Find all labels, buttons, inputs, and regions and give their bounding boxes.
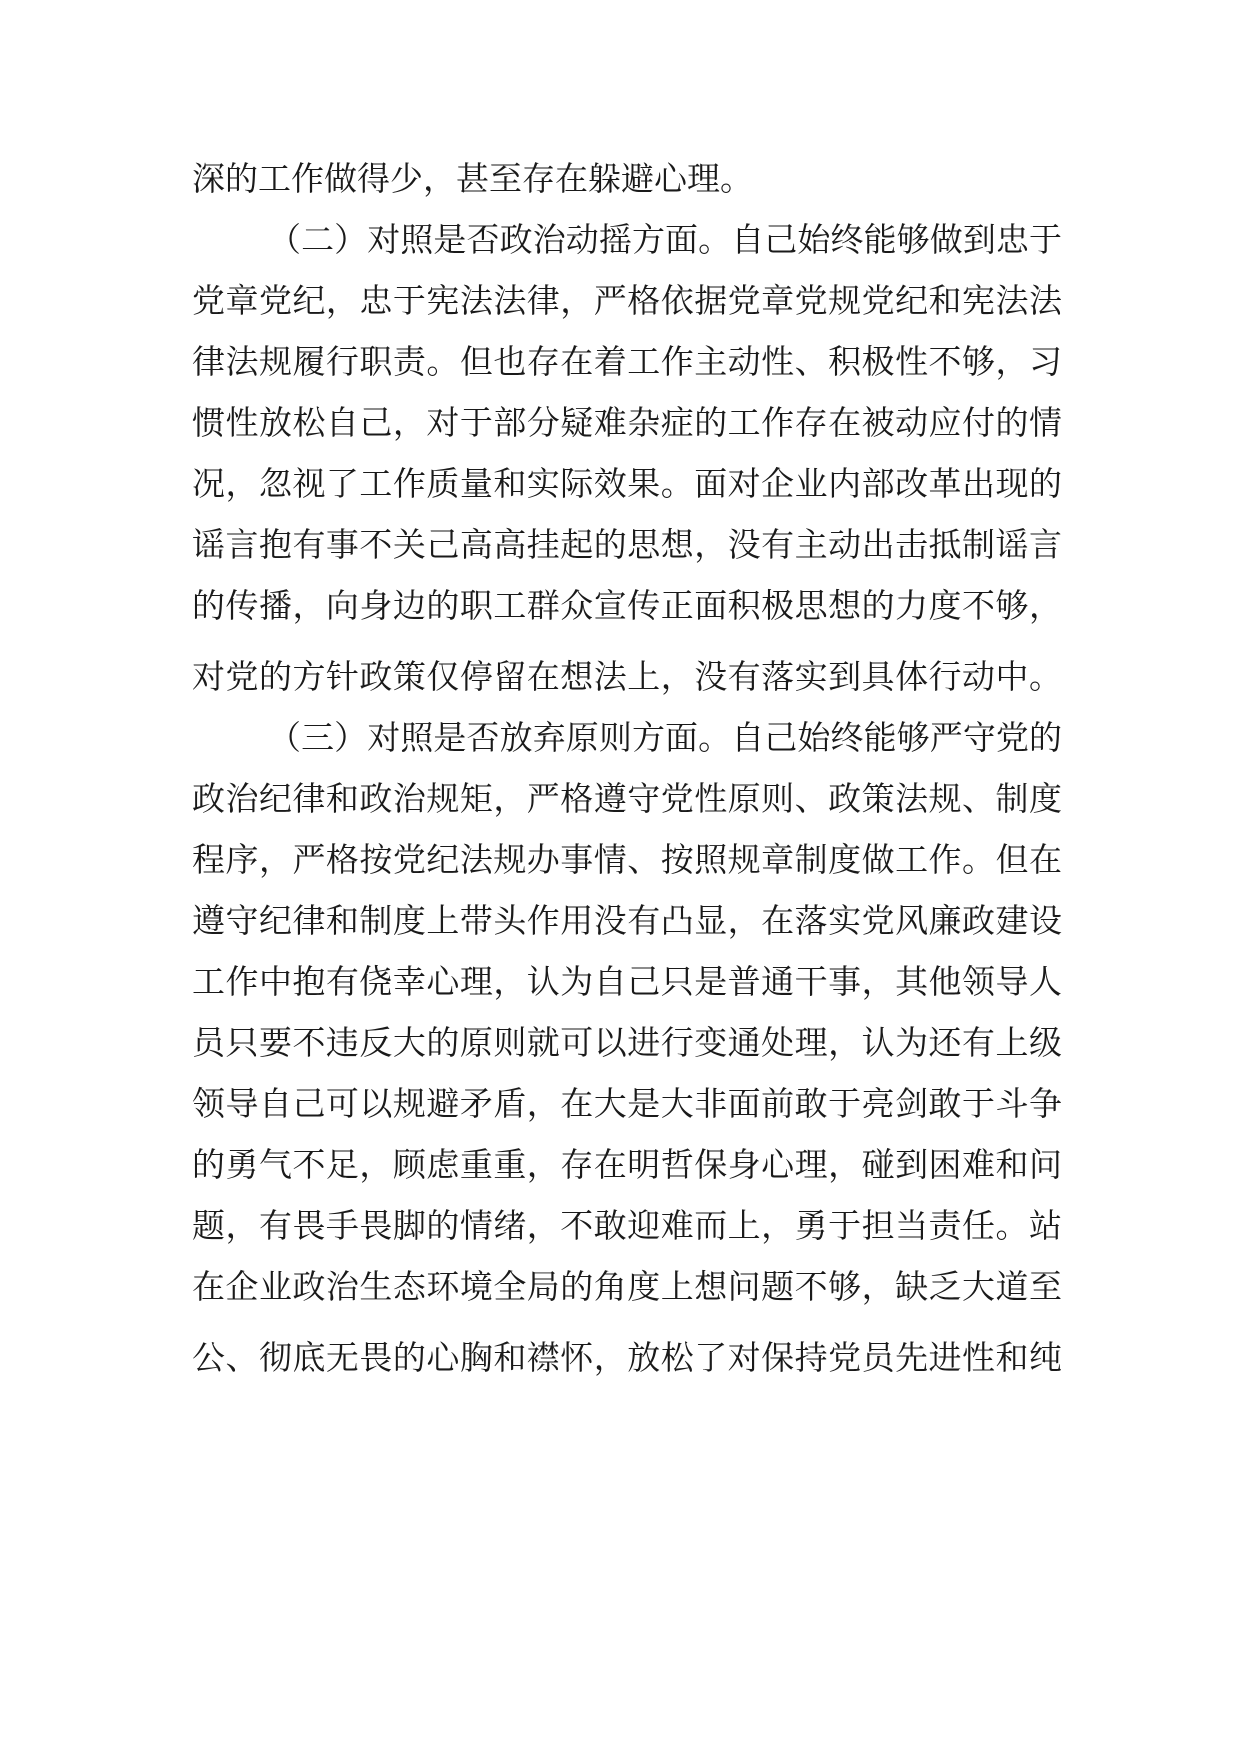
text-line: 对党的方针政策仅停留在想法上，没有落实到具体行动中。 xyxy=(192,657,1062,696)
text-line: 的传播，向身边的职工群众宣传正面积极思想的力度不够， xyxy=(192,586,1062,625)
text-line: 程序，严格按党纪法规办事情、按照规章制度做工作。但在 xyxy=(192,840,1062,879)
document-body xyxy=(192,148,1062,1388)
text-line: 政治纪律和政治规矩，严格遵守党性原则、政策法规、制度 xyxy=(192,779,1062,818)
text-line: 领导自己可以规避矛盾，在大是大非面前敢于亮剑敢于斗争 xyxy=(192,1084,1062,1123)
line-spacer xyxy=(192,636,1062,646)
text-line: 党章党纪，忠于宪法法律，严格依据党章党规党纪和宪法法 xyxy=(192,281,1062,320)
text-line: （三）对照是否放弃原则方面。自己始终能够严守党的 xyxy=(268,718,1062,757)
text-line: 的勇气不足，顾虑重重，存在明哲保身心理，碰到困难和问 xyxy=(192,1145,1062,1184)
text-line: 在企业政治生态环境全局的角度上想问题不够，缺乏大道至 xyxy=(192,1267,1062,1306)
text-line: （二）对照是否政治动摇方面。自己始终能够做到忠于 xyxy=(268,220,1062,259)
text-line: 公、彻底无畏的心胸和襟怀，放松了对保持党员先进性和纯 xyxy=(192,1338,1062,1377)
text-line: 律法规履行职责。但也存在着工作主动性、积极性不够，习 xyxy=(192,342,1062,381)
text-line: 况，忽视了工作质量和实际效果。面对企业内部改革出现的 xyxy=(192,464,1062,503)
text-line: 题，有畏手畏脚的情绪，不敢迎难而上，勇于担当责任。站 xyxy=(192,1206,1062,1245)
text-line: 遵守纪律和制度上带头作用没有凸显，在落实党风廉政建设 xyxy=(192,901,1062,940)
text-line: 谣言抱有事不关己高高挂起的思想，没有主动出击抵制谣言 xyxy=(192,525,1062,564)
text-line: 深的工作做得少，甚至存在躲避心理。 xyxy=(192,159,753,198)
text-line: 工作中抱有侥幸心理，认为自己只是普通干事，其他领导人 xyxy=(192,962,1062,1001)
line-spacer xyxy=(192,1317,1062,1327)
text-line: 员只要不违反大的原则就可以进行变通处理，认为还有上级 xyxy=(192,1023,1062,1062)
text-line: 惯性放松自己，对于部分疑难杂症的工作存在被动应付的情 xyxy=(192,403,1062,442)
